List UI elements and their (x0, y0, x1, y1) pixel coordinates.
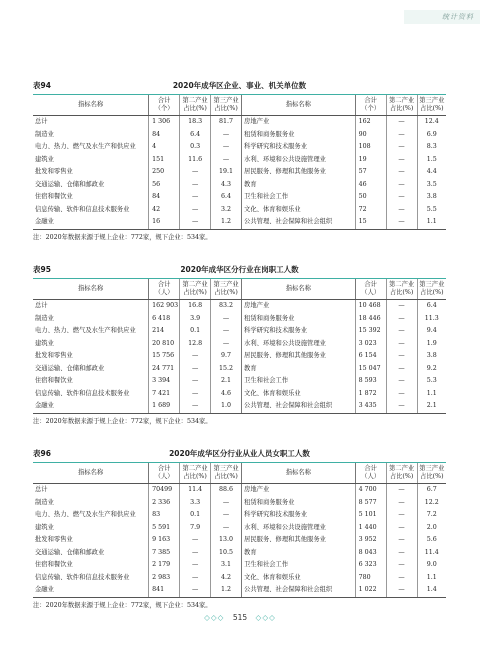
table-note: 注：2020年数据来源于规上企业：772家，规下企业：534家。 (33, 417, 212, 425)
table-row (33, 179, 446, 192)
tertiary-share-cell: 9.0 (417, 559, 446, 572)
row-label: 制造业 (35, 130, 54, 138)
secondary-share-cell: — (180, 166, 211, 179)
tertiary-share-cell: 2.1 (417, 400, 446, 413)
row-label: 总计 (35, 302, 48, 309)
secondary-share-cell: — (386, 534, 417, 547)
table-row (33, 204, 446, 217)
row-label: 交通运输、仓储和邮政业 (35, 364, 105, 372)
total-cell: 84 (149, 129, 180, 142)
total-cell: 1 689 (149, 400, 180, 413)
row-label: 金融业 (33, 584, 149, 597)
row-label: 科学研究和技术服务业 (242, 509, 356, 522)
secondary-share-cell: 0.1 (180, 509, 211, 522)
column-header-tertiary: 第三产业 占比(%) (211, 463, 242, 484)
total-cell: 6 323 (355, 559, 386, 572)
secondary-share-cell: — (180, 179, 211, 192)
row-label: 文化、体育和娱乐业 (242, 572, 356, 585)
secondary-share-cell: — (180, 388, 211, 401)
tertiary-share-cell: 6.4 (417, 300, 446, 313)
row-label: 科学研究和技术服务业 (242, 325, 356, 338)
total-cell: 1 872 (355, 388, 386, 401)
row-label: 电力、热力、燃气及水生产和供应业 (35, 511, 136, 518)
table-row (33, 216, 446, 229)
column-header-total: 合计 （人） (355, 279, 386, 300)
secondary-share-cell: — (386, 559, 417, 572)
secondary-share-cell: — (180, 547, 211, 560)
total-cell: 162 903 (149, 300, 180, 313)
secondary-share-cell: — (180, 400, 211, 413)
section-label: 统计资料 (404, 10, 480, 24)
total-cell: 841 (149, 584, 180, 597)
total-cell: 2 983 (149, 572, 180, 585)
tertiary-share-cell: 7.2 (417, 509, 446, 522)
row-label: 制造业 (35, 314, 54, 322)
column-header-name: 指标名称 (33, 95, 149, 116)
tertiary-share-cell: 6.9 (417, 129, 446, 142)
column-header-name: 指标名称 (242, 463, 356, 484)
row-label: 信息传输、软件和信息技术服务业 (35, 573, 130, 581)
secondary-share-cell: — (386, 204, 417, 217)
statistics-table-block (33, 262, 446, 425)
row-label: 总计 (35, 486, 48, 493)
secondary-share-cell: — (386, 179, 417, 192)
tertiary-share-cell: 1.5 (417, 154, 446, 167)
secondary-share-cell: — (386, 216, 417, 229)
table-row (33, 497, 446, 510)
row-label: 金融业 (33, 400, 149, 413)
tertiary-share-cell: — (211, 325, 242, 338)
table-row (33, 166, 446, 179)
secondary-share-cell: — (386, 584, 417, 597)
tertiary-share-cell: 4.2 (211, 572, 242, 585)
column-header-secondary: 第二产业 占比(%) (180, 95, 211, 116)
row-label: 教育 (242, 179, 356, 192)
total-cell: 10 468 (355, 300, 386, 313)
footer-decoration-left: ◇◇◇ (204, 613, 225, 622)
row-label: 电力、热力、燃气及水生产和供应业 (35, 327, 136, 334)
row-label: 教育 (242, 363, 356, 376)
tertiary-share-cell: 11.3 (417, 313, 446, 326)
tertiary-share-cell: — (211, 154, 242, 167)
secondary-share-cell: 0.1 (180, 325, 211, 338)
row-label: 住宿和餐饮业 (35, 193, 73, 200)
column-header-secondary: 第二产业 占比(%) (386, 95, 417, 116)
total-cell: 50 (355, 191, 386, 204)
column-header-name: 指标名称 (33, 463, 149, 484)
secondary-share-cell: — (386, 363, 417, 376)
total-cell: 1 440 (355, 522, 386, 535)
secondary-share-cell: — (386, 572, 417, 585)
total-cell: 3 952 (355, 534, 386, 547)
row-label: 科学研究和技术服务业 (242, 141, 356, 154)
table-row (33, 363, 446, 376)
table-row (33, 313, 446, 326)
row-label: 建筑业 (35, 523, 54, 531)
total-cell: 250 (149, 166, 180, 179)
column-header-tertiary: 第三产业 占比(%) (211, 279, 242, 300)
secondary-share-cell: — (180, 191, 211, 204)
table-row (33, 300, 446, 313)
table-row (33, 350, 446, 363)
secondary-share-cell: — (386, 547, 417, 560)
statistics-table-block (33, 78, 446, 241)
secondary-share-cell: 11.4 (180, 484, 211, 497)
total-cell: 7 421 (149, 388, 180, 401)
secondary-share-cell: 6.4 (180, 129, 211, 142)
secondary-share-cell: — (386, 300, 417, 313)
secondary-share-cell: — (180, 559, 211, 572)
secondary-share-cell: 0.3 (180, 141, 211, 154)
row-label: 租赁和商务服务业 (242, 313, 356, 326)
footer-decoration-right: ◇◇◇ (255, 613, 276, 622)
secondary-share-cell: — (386, 325, 417, 338)
total-cell: 214 (149, 325, 180, 338)
column-header-secondary: 第二产业 占比(%) (386, 279, 417, 300)
secondary-share-cell: 3.9 (180, 313, 211, 326)
tertiary-share-cell: 12.4 (417, 116, 446, 129)
column-header-tertiary: 第三产业 占比(%) (211, 95, 242, 116)
tertiary-share-cell: 3.5 (417, 179, 446, 192)
secondary-share-cell: — (386, 497, 417, 510)
row-label: 教育 (242, 547, 356, 560)
table-number: 表94 (33, 81, 51, 90)
total-cell: 8 043 (355, 547, 386, 560)
row-label: 文化、体育和娱乐业 (242, 204, 356, 217)
total-cell: 4 700 (355, 484, 386, 497)
row-label: 居民服务、修理和其他服务业 (242, 534, 356, 547)
row-label: 卫生和社会工作 (242, 559, 356, 572)
secondary-share-cell: — (180, 375, 211, 388)
table-number: 表95 (33, 265, 51, 274)
column-header-secondary: 第二产业 占比(%) (386, 463, 417, 484)
secondary-share-cell: — (386, 116, 417, 129)
table-row (33, 559, 446, 572)
table-title-bar (33, 262, 446, 279)
row-label: 交通运输、仓储和邮政业 (35, 180, 105, 188)
column-header-total: 合计 （人） (149, 463, 180, 484)
tertiary-share-cell: 83.2 (211, 300, 242, 313)
total-cell: 7 385 (149, 547, 180, 560)
tertiary-share-cell: 9.2 (417, 363, 446, 376)
row-label: 信息传输、软件和信息技术服务业 (35, 389, 130, 397)
table-row (33, 116, 446, 129)
row-label: 卫生和社会工作 (242, 375, 356, 388)
tertiary-share-cell: 6.4 (211, 191, 242, 204)
total-cell: 5 591 (149, 522, 180, 535)
table-row (33, 509, 446, 522)
secondary-share-cell: — (386, 388, 417, 401)
secondary-share-cell: 16.8 (180, 300, 211, 313)
table-row (33, 400, 446, 413)
tertiary-share-cell: 81.7 (211, 116, 242, 129)
row-label: 住宿和餐饮业 (35, 377, 73, 384)
total-cell: 16 (149, 216, 180, 229)
column-header-secondary: 第二产业 占比(%) (180, 463, 211, 484)
table-row (33, 141, 446, 154)
tertiary-share-cell: — (211, 497, 242, 510)
data-table (33, 95, 446, 230)
row-label: 建筑业 (35, 339, 54, 347)
table-row (33, 522, 446, 535)
total-cell: 84 (149, 191, 180, 204)
total-cell: 780 (355, 572, 386, 585)
total-cell: 15 756 (149, 350, 180, 363)
tertiary-share-cell: 3.8 (417, 191, 446, 204)
total-cell: 15 (355, 216, 386, 229)
total-cell: 1 022 (355, 584, 386, 597)
tertiary-share-cell: 1.2 (211, 216, 242, 229)
secondary-share-cell: — (386, 129, 417, 142)
table-row (33, 388, 446, 401)
total-cell: 3 394 (149, 375, 180, 388)
table-row (33, 191, 446, 204)
total-cell: 4 (149, 141, 180, 154)
tertiary-share-cell: 5.3 (417, 375, 446, 388)
tertiary-share-cell: 2.0 (417, 522, 446, 535)
secondary-share-cell: 3.3 (180, 497, 211, 510)
tertiary-share-cell: 1.1 (417, 388, 446, 401)
row-label: 总计 (35, 118, 48, 125)
secondary-share-cell: — (386, 191, 417, 204)
table-note: 注：2020年数据来源于规上企业：772家，规下企业：534家。 (33, 233, 212, 241)
secondary-share-cell: 7.9 (180, 522, 211, 535)
total-cell: 46 (355, 179, 386, 192)
secondary-share-cell: 18.3 (180, 116, 211, 129)
column-header-secondary: 第二产业 占比(%) (180, 279, 211, 300)
column-header-tertiary: 第三产业 占比(%) (417, 279, 446, 300)
total-cell: 18 446 (355, 313, 386, 326)
tertiary-share-cell: 10.5 (211, 547, 242, 560)
tertiary-share-cell: — (211, 313, 242, 326)
row-label: 批发和零售业 (35, 352, 73, 359)
tertiary-share-cell: 1.2 (211, 584, 242, 597)
table-row (33, 375, 446, 388)
tertiary-share-cell: 4.3 (211, 179, 242, 192)
tertiary-share-cell: 12.2 (417, 497, 446, 510)
secondary-share-cell: — (386, 141, 417, 154)
secondary-share-cell: — (180, 350, 211, 363)
total-cell: 3 435 (355, 400, 386, 413)
table-row (33, 547, 446, 560)
total-cell: 70499 (149, 484, 180, 497)
secondary-share-cell: — (180, 363, 211, 376)
secondary-share-cell: — (386, 375, 417, 388)
row-label: 水利、环境和公共设施管理业 (242, 154, 356, 167)
secondary-share-cell: — (180, 572, 211, 585)
tertiary-share-cell: 5.6 (417, 534, 446, 547)
tertiary-share-cell: 8.3 (417, 141, 446, 154)
column-header-name: 指标名称 (242, 279, 356, 300)
table-row (33, 129, 446, 142)
secondary-share-cell: — (386, 522, 417, 535)
table-row (33, 484, 446, 497)
table-row (33, 338, 446, 351)
row-label: 公共管理、社会保障和社会组织 (242, 400, 356, 413)
row-label: 公共管理、社会保障和社会组织 (242, 216, 356, 229)
row-label: 水利、环境和公共设施管理业 (242, 338, 356, 351)
table-note: 注：2020年数据来源于规上企业：772家，规下企业：534家。 (33, 601, 212, 609)
table-title: 2020年成华区分行业从业人员女职工人数 (169, 449, 310, 458)
total-cell: 19 (355, 154, 386, 167)
total-cell: 15 392 (355, 325, 386, 338)
row-label: 信息传输、软件和信息技术服务业 (35, 205, 130, 213)
tertiary-share-cell: — (211, 129, 242, 142)
tertiary-share-cell: 19.1 (211, 166, 242, 179)
row-label: 水利、环境和公共设施管理业 (242, 522, 356, 535)
row-label: 金融业 (33, 216, 149, 229)
total-cell: 5 101 (355, 509, 386, 522)
tertiary-share-cell: 4.4 (417, 166, 446, 179)
tertiary-share-cell: 1.1 (417, 216, 446, 229)
secondary-share-cell: 11.6 (180, 154, 211, 167)
tertiary-share-cell: — (211, 141, 242, 154)
total-cell: 15 047 (355, 363, 386, 376)
table-title-bar (33, 78, 446, 95)
row-label: 房地产业 (242, 484, 356, 497)
tertiary-share-cell: 1.4 (417, 584, 446, 597)
row-label: 批发和零售业 (35, 168, 73, 175)
tertiary-share-cell: 13.0 (211, 534, 242, 547)
table-number: 表96 (33, 449, 51, 458)
tertiary-share-cell: 5.5 (417, 204, 446, 217)
tertiary-share-cell: 3.2 (211, 204, 242, 217)
column-header-total: 合计 （个） (149, 95, 180, 116)
row-label: 租赁和商务服务业 (242, 129, 356, 142)
row-label: 居民服务、修理和其他服务业 (242, 166, 356, 179)
table-row (33, 534, 446, 547)
secondary-share-cell: — (386, 350, 417, 363)
tertiary-share-cell: 6.7 (417, 484, 446, 497)
total-cell: 57 (355, 166, 386, 179)
column-header-name: 指标名称 (242, 95, 356, 116)
data-table (33, 279, 446, 414)
tertiary-share-cell: — (211, 509, 242, 522)
page-number: 515 (232, 613, 248, 622)
secondary-share-cell: — (386, 400, 417, 413)
row-label: 房地产业 (242, 300, 356, 313)
tertiary-share-cell: 88.6 (211, 484, 242, 497)
total-cell: 151 (149, 154, 180, 167)
tertiary-share-cell: 1.9 (417, 338, 446, 351)
secondary-share-cell: — (386, 484, 417, 497)
column-header-total: 合计 （人） (355, 463, 386, 484)
total-cell: 8 593 (355, 375, 386, 388)
secondary-share-cell: — (180, 216, 211, 229)
row-label: 建筑业 (35, 155, 54, 163)
tertiary-share-cell: 9.4 (417, 325, 446, 338)
row-label: 批发和零售业 (35, 536, 73, 543)
total-cell: 9 163 (149, 534, 180, 547)
total-cell: 2 179 (149, 559, 180, 572)
total-cell: 1 306 (149, 116, 180, 129)
row-label: 交通运输、仓储和邮政业 (35, 548, 105, 556)
column-header-total: 合计 （人） (149, 279, 180, 300)
total-cell: 83 (149, 509, 180, 522)
total-cell: 72 (355, 204, 386, 217)
tertiary-share-cell: 3.1 (211, 559, 242, 572)
secondary-share-cell: — (386, 338, 417, 351)
total-cell: 2 336 (149, 497, 180, 510)
secondary-share-cell: — (180, 584, 211, 597)
table-row (33, 572, 446, 585)
secondary-share-cell: — (386, 313, 417, 326)
total-cell: 42 (149, 204, 180, 217)
total-cell: 108 (355, 141, 386, 154)
table-row (33, 584, 446, 597)
column-header-tertiary: 第三产业 占比(%) (417, 463, 446, 484)
tertiary-share-cell: 15.2 (211, 363, 242, 376)
tertiary-share-cell: 1.1 (417, 572, 446, 585)
row-label: 文化、体育和娱乐业 (242, 388, 356, 401)
statistics-table-block (33, 446, 446, 609)
secondary-share-cell: — (386, 509, 417, 522)
table-title-bar (33, 446, 446, 463)
total-cell: 56 (149, 179, 180, 192)
total-cell: 162 (355, 116, 386, 129)
tertiary-share-cell: 2.1 (211, 375, 242, 388)
total-cell: 6 154 (355, 350, 386, 363)
secondary-share-cell: — (180, 534, 211, 547)
column-header-total: 合计 （个） (355, 95, 386, 116)
tertiary-share-cell: 9.7 (211, 350, 242, 363)
row-label: 租赁和商务服务业 (242, 497, 356, 510)
tertiary-share-cell: — (211, 522, 242, 535)
row-label: 居民服务、修理和其他服务业 (242, 350, 356, 363)
tertiary-share-cell: 1.0 (211, 400, 242, 413)
row-label: 住宿和餐饮业 (35, 561, 73, 568)
total-cell: 3 023 (355, 338, 386, 351)
page-number-footer (0, 613, 480, 622)
total-cell: 90 (355, 129, 386, 142)
row-label: 公共管理、社会保障和社会组织 (242, 584, 356, 597)
tertiary-share-cell: 4.6 (211, 388, 242, 401)
table-title: 2020年成华区企业、事业、机关单位数 (172, 81, 307, 90)
column-header-tertiary: 第三产业 占比(%) (417, 95, 446, 116)
table-row (33, 325, 446, 338)
row-label: 房地产业 (242, 116, 356, 129)
secondary-share-cell: — (386, 166, 417, 179)
column-header-name: 指标名称 (33, 279, 149, 300)
total-cell: 24 771 (149, 363, 180, 376)
secondary-share-cell: — (386, 154, 417, 167)
row-label: 电力、热力、燃气及水生产和供应业 (35, 143, 136, 150)
total-cell: 8 577 (355, 497, 386, 510)
total-cell: 20 810 (149, 338, 180, 351)
table-row (33, 154, 446, 167)
secondary-share-cell: 12.8 (180, 338, 211, 351)
total-cell: 6 418 (149, 313, 180, 326)
data-table (33, 463, 446, 598)
table-title: 2020年成华区分行业在岗职工人数 (180, 265, 299, 274)
row-label: 制造业 (35, 498, 54, 506)
tertiary-share-cell: 11.4 (417, 547, 446, 560)
secondary-share-cell: — (180, 204, 211, 217)
tertiary-share-cell: 3.8 (417, 350, 446, 363)
tertiary-share-cell: — (211, 338, 242, 351)
row-label: 卫生和社会工作 (242, 191, 356, 204)
